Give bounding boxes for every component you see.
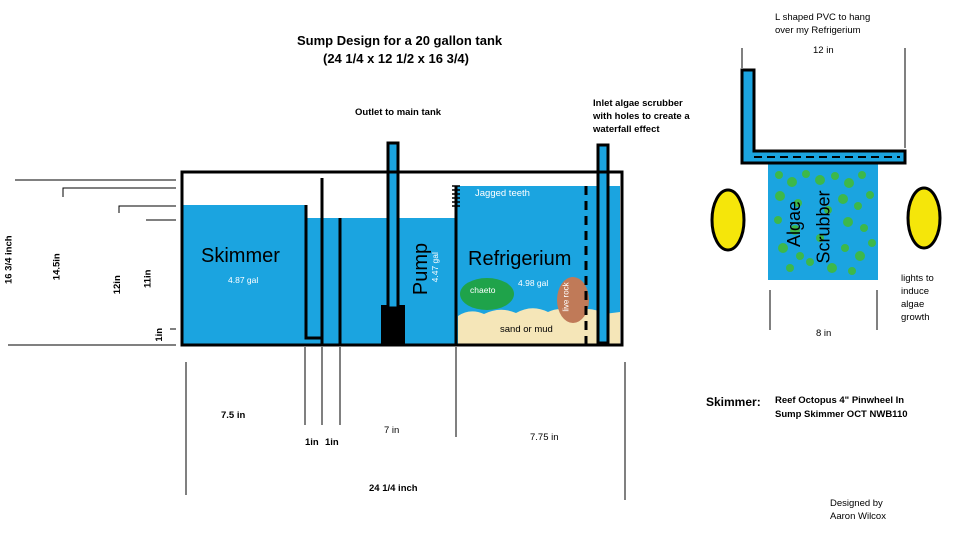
inlet-label-2: with holes to create a xyxy=(593,111,690,122)
light-left xyxy=(712,190,744,250)
credit-line2: Aaron Wilcox xyxy=(830,511,886,522)
title-line1: Sump Design for a 20 gallon tank xyxy=(297,33,503,48)
dim-w-baffle-b: 1in xyxy=(325,437,339,448)
dim-h-water: 14.5in xyxy=(51,253,63,281)
dim-w-pump: 7 in xyxy=(384,425,400,436)
title-line2: (24 1/4 x 12 1/2 x 16 3/4) xyxy=(323,51,469,66)
chaeto-label: chaeto xyxy=(470,285,496,295)
scrubber-top-dim: 12 in xyxy=(813,45,834,56)
scrubber-name-2: Scrubber xyxy=(813,190,834,264)
outlet-pipe xyxy=(388,143,398,308)
pump-block xyxy=(381,305,405,344)
dim-w-baffle-a: 1in xyxy=(305,437,319,448)
dim-h-baffle1: 12in xyxy=(111,275,123,295)
width-dimensions xyxy=(186,347,625,500)
refugium-gal: 4.98 gal xyxy=(518,278,549,288)
l-pvc-pipe xyxy=(742,70,905,163)
pvc-label-1: L shaped PVC to hang xyxy=(775,12,871,23)
lights-label-1: lights to xyxy=(901,273,934,284)
inlet-pipe xyxy=(598,145,608,343)
pump-label: Pump xyxy=(410,242,433,296)
dim-w-total: 24 1/4 inch xyxy=(369,483,418,494)
scrubber-name-1: Algae xyxy=(784,200,805,248)
scrubber-bottom-dim: 8 in xyxy=(816,328,832,339)
jagged-label: Jagged teeth xyxy=(475,188,530,199)
outlet-label: Outlet to main tank xyxy=(355,107,442,118)
sump-tank xyxy=(182,143,622,345)
skimmer-info-heading: Skimmer: xyxy=(706,395,761,409)
skimmer-label: Skimmer xyxy=(201,245,280,267)
pvc-label-2: over my Refrigerium xyxy=(775,25,861,36)
dim-h-baffle2: 11in xyxy=(142,269,154,288)
light-right xyxy=(908,188,940,248)
dim-w-refugium: 7.75 in xyxy=(530,432,559,443)
dim-h-gap: 1in xyxy=(154,327,166,342)
dim-h-total: 16 3/4 inch xyxy=(3,235,15,285)
sand-label: sand or mud xyxy=(500,324,553,335)
inlet-label-1: Inlet algae scrubber xyxy=(593,98,683,109)
skimmer-info-line1: Reef Octopus 4" Pinwheel In xyxy=(775,395,905,406)
dim-w-skimmer: 7.5 in xyxy=(221,410,246,421)
live-rock-label: live rock xyxy=(561,282,571,312)
credit-line1: Designed by xyxy=(830,498,883,509)
lights-label-3: algae xyxy=(901,299,925,310)
refugium-label: Refrigerium xyxy=(468,248,572,270)
lights-label-2: induce xyxy=(901,286,929,297)
skimmer-gal: 4.87 gal xyxy=(228,275,259,285)
pump-gal: 4.47 gal xyxy=(429,252,440,283)
lights-label-4: growth xyxy=(901,312,930,323)
skimmer-info-line2: Sump Skimmer OCT NWB110 xyxy=(775,409,908,420)
height-dimensions xyxy=(8,180,176,345)
inlet-label-3: waterfall effect xyxy=(593,124,660,135)
